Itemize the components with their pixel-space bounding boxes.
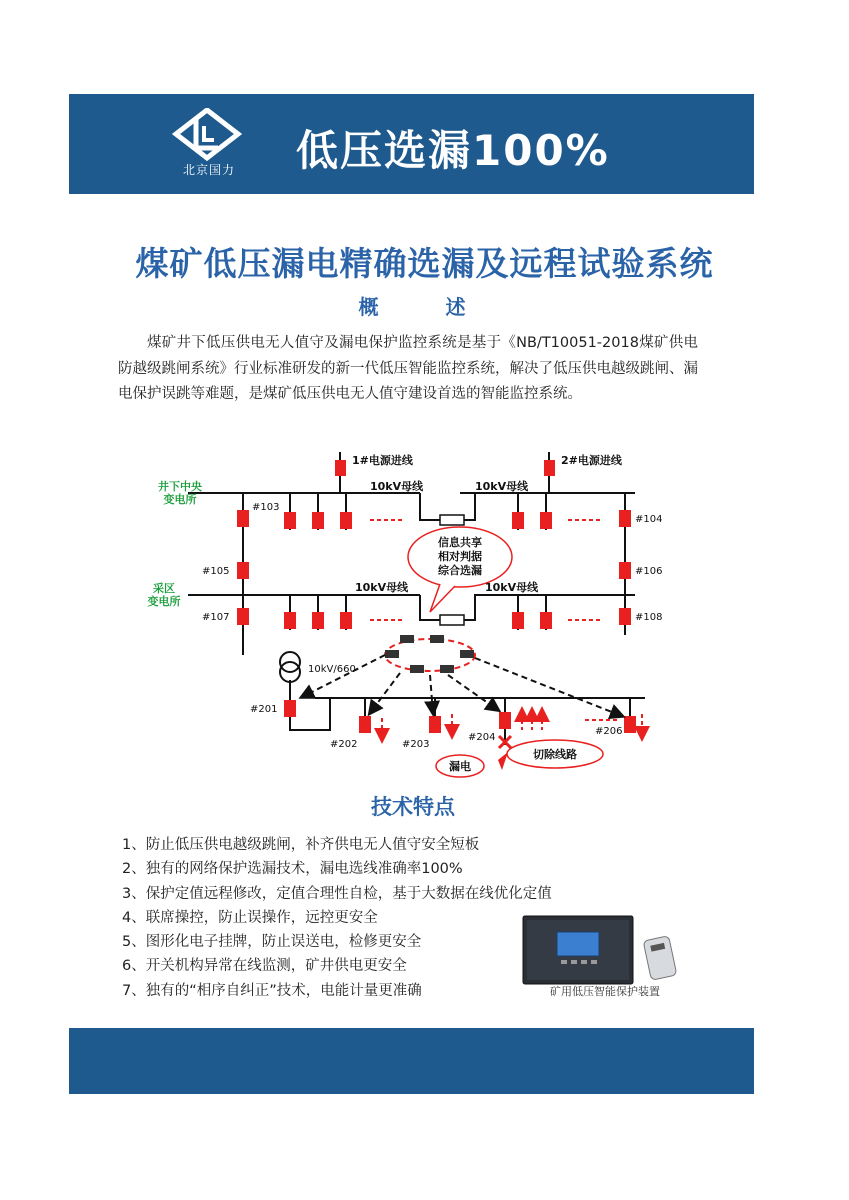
logo-text: 北京国力 — [182, 163, 235, 177]
feature-list — [122, 833, 552, 1003]
features-heading: 技术特点 — [371, 795, 455, 819]
protection-device-icon — [515, 910, 685, 988]
central-substation-label-1: 井下中央 — [158, 480, 202, 493]
leakage-label: 漏电 — [449, 760, 471, 773]
transformer-label: 10kV/660 — [308, 664, 356, 675]
overview-heading: 概 述 — [358, 295, 466, 319]
feature-item: 5、图形化电子挂牌，防止误送电，检修更安全 — [122, 934, 422, 951]
bus-top-left-label: 10kV母线 — [370, 480, 424, 493]
node-202: #202 — [330, 739, 358, 750]
footer-band — [69, 1028, 754, 1094]
node-204: #204 — [468, 732, 496, 743]
device-caption: 矿用低压智能保护装置 — [550, 985, 660, 998]
feature-item: 6、开关机构异常在线监测，矿井供电更安全 — [122, 958, 407, 975]
banner-title: 低压选漏100% — [296, 126, 610, 175]
bus-mid-left-label: 10kV母线 — [355, 581, 409, 594]
node-106: #106 — [635, 566, 663, 577]
node-203: #203 — [402, 739, 430, 750]
bus-mid-right-label: 10kV母线 — [485, 581, 539, 594]
source1-label: 1#电源进线 — [352, 454, 413, 467]
node-201: #201 — [250, 704, 278, 715]
node-103: #103 — [252, 502, 280, 513]
node-104: #104 — [635, 514, 663, 525]
bubble-line-2: 相对判据 — [438, 550, 482, 563]
power-distribution-diagram — [130, 440, 670, 785]
central-substation-label-2: 变电所 — [163, 493, 197, 506]
feature-item: 2、独有的网络保护选漏技术，漏电选线准确率100% — [122, 861, 463, 878]
feature-item: 4、联席操控，防止误操作，远控更安全 — [122, 909, 378, 926]
node-206: #206 — [595, 726, 623, 737]
bubble-line-1: 信息共享 — [438, 536, 482, 549]
source2-label: 2#电源进线 — [561, 454, 622, 467]
feature-item: 1、防止低压供电越级跳闸，补齐供电无人值守安全短板 — [122, 837, 480, 853]
bubble-line-3: 综合选漏 — [438, 564, 482, 577]
bus-top-right-label: 10kV母线 — [475, 480, 529, 493]
cut-line-label: 切除线路 — [533, 748, 577, 761]
overview-paragraph: 煤矿井下低压供电无人值守及漏电保护监控系统是基于《NB/T10051-2018煤矿供电防越级跳闸系统》行业标准研发的新一代低压智能监控系统，解决了低压供电越级跳闸、漏电保护误跳等难题，是煤矿低压供电无人值守建设首选的智能监控系统。 — [118, 335, 698, 402]
area-substation-label-2: 变电所 — [147, 595, 181, 608]
node-105: #105 — [202, 566, 230, 577]
feature-item: 7、独有的“相序自纠正”技术，电能计量更准确 — [122, 982, 422, 999]
area-substation-label-1: 采区 — [153, 582, 175, 595]
node-107: #107 — [202, 612, 230, 623]
feature-item: 3、保护定值远程修改，定值合理性自检，基于大数据在线优化定值 — [122, 885, 552, 902]
page-title: 煤矿低压漏电精确选漏及远程试验系统 — [135, 244, 714, 283]
node-108: #108 — [635, 612, 663, 623]
